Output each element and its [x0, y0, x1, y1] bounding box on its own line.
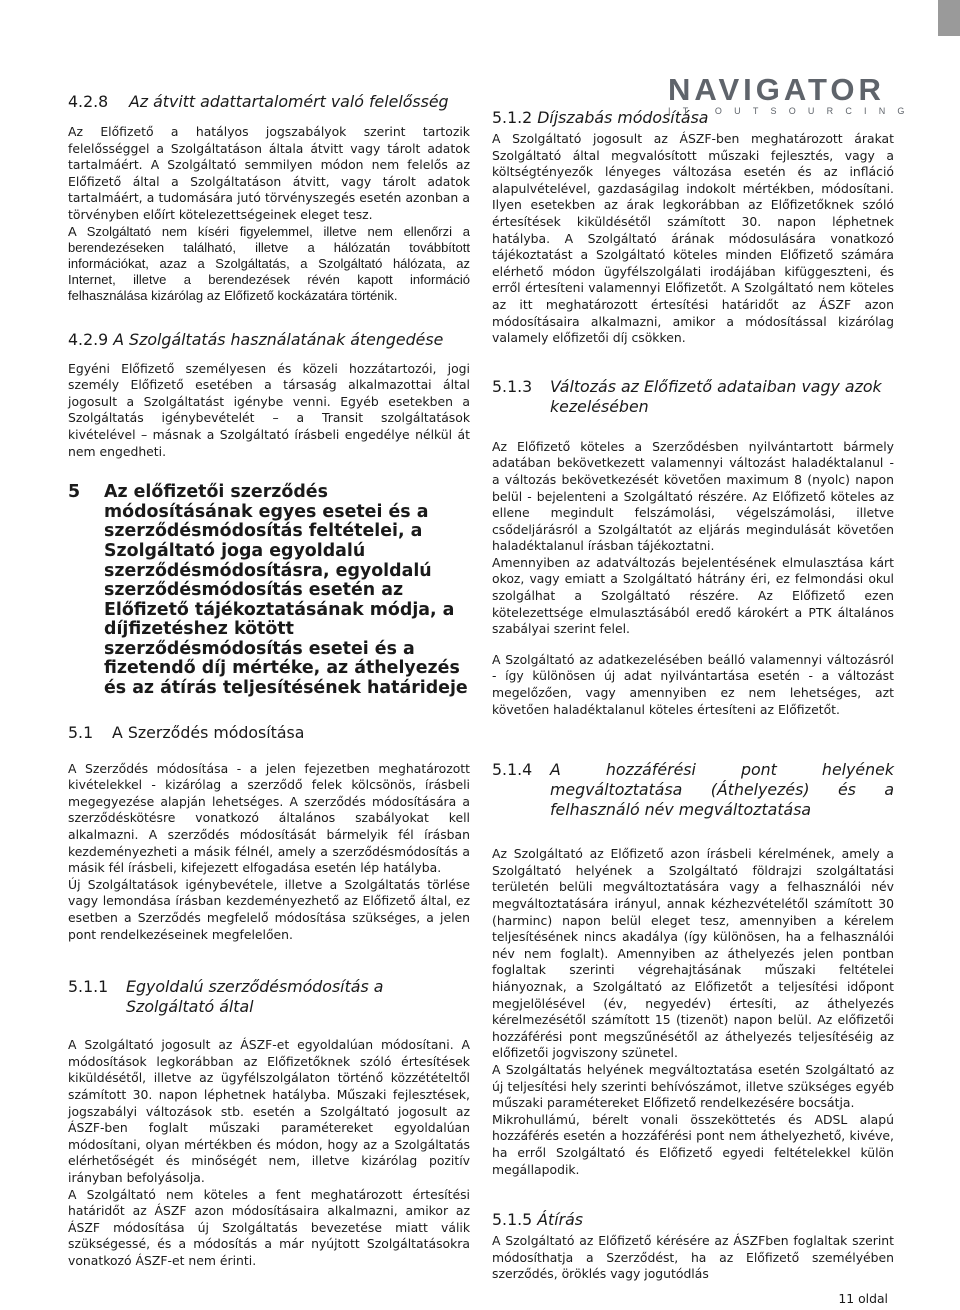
paragraph: A Szerződés módosítása - a jelen fejezetben meghatározott kivételekkel - kizárólag a szerződő felek kölcsönös, írásbeli megegyezése alapján lehetséges. A szerződés módosítására a szerződéskötésre vonatkozó általános szabályokat kell alkalmazni. A szerződés módosítását bármelyik fél írásban kezdeményezheti a másik félnél, amely a szerződésmódosítás a másik fél írásbeli, kifejezett elfogadása esetén lép hatályba. [68, 760, 470, 876]
paragraph: Új Szolgáltatások igénybevétele, illetve a Szolgáltatás törlése vagy lemondása írásban kezdeményezhető az Előfizető által, ez esetben a Szerződés megfelelő módosítása szükséges, a jelen pont rendelkezéseinek megfelelően. [68, 876, 470, 942]
section-number: 5.1.1 [68, 977, 109, 997]
section-heading-4-2-8 [68, 92, 470, 112]
section-number: 5.1.5 [492, 1210, 533, 1230]
section-title: Változás az Előfizető adataiban vagy azok kezelésében [550, 376, 882, 416]
paragraph: A Szolgáltató jogosult az ÁSZF-et egyoldalúan módosítani. A módosítások legkorábban az Előfizetőknek szóló értesítések kiküldésétől, illetve az ügyfélszolgálaton történő közzétételtől számított 30. napon léphetnek hatályba. Műszaki fejlesztések, jogszabályi változások stb. esetén a Szolgáltató jogosult az ÁSZF-ben foglalt műszaki paramétereket egyoldalúan módosítani, olyan mértékben és módon, hogy az a Szolgáltatás elérhetőségét és minőségét nem, illetve kizárólag pozitív irányban befolyásolja. [68, 1037, 470, 1185]
paragraph: Az Szolgáltató az Előfizető azon írásbeli kérelmének, amely a Szolgáltató helyének a Szolgáltató földrajzi szolgáltatási területén belüli megváltoztatására vagy a felhasználói név megváltoztatására irányul, annak kézhezvételétől számított 30 (harminc) napon belül eleget tesz, amennyiben a kérelem teljesítésének nincs akadálya (így különösen, ha a felhasználói név nem foglalt). Amennyiben az áthelyezés jelen pontban foglaltak szerinti végrehajtásának műszaki feltételei hiányoznak, a Szolgáltató az Előfizetőt a teljesítési időpont megjelölésével (év, negyedév) értesíti, az áthelyezés kérelmezésétől számított 15 (tizenöt) napon belül. Az előfizetői hozzáférési pont megszűnésétől az áthelyezés teljesítéséig az előfizetői jogviszony szünetel. [492, 846, 894, 1061]
paragraph: A Szolgáltató nem kíséri figyelemmel, illetve nem ellenőrzi a berendezéseken található, illetve a hálózatán továbbított információkat, azaz a Szolgáltatás, a Szolgáltató hálózata, az Internet, illetve a berendezések révén kapott információ felhasználása kizárólag az Előfizető kockázatára történik. [68, 223, 470, 304]
logo-tagline: IT OUTSOURCING [668, 106, 917, 116]
section-heading-5-1-2 [492, 106, 917, 128]
section-heading-4-2-9 [68, 330, 470, 350]
section-heading-5-1-4 [492, 760, 894, 820]
section-heading-5-1 [68, 723, 470, 743]
logo-name: NAVIGATOR [668, 72, 885, 107]
paragraph: Az Előfizető köteles a Szerződésben nyilvántartott bármely adatában bekövetkezett valamennyi változást haladéktalanul - a változás bekövetkezését követően maximum 8 (nyolc) napon belül - bejelenteni a Szolgáltató részére. Az Előfizető köteles az ellene megindult felszámolási, végelszámolási, illetve csődeljárásról a Szolgáltatót az eljárás megindulását követően haladéktalanul írásban tájékoztatni. [492, 438, 894, 554]
section-heading-5-1-5 [492, 1210, 894, 1230]
section-title: Díjszabás módosítása [537, 108, 709, 127]
section-title: Egyoldalú szerződésmódosítás a Szolgáltató által [126, 977, 384, 1017]
section-number: 5.1 [68, 722, 94, 742]
corner-marker [938, 0, 960, 36]
paragraph: A Szolgáltató az Előfizető kérésére az ÁSZFben foglaltak szerint módosíthatja a Szerződést, ha az Előfizető személyében szerződés, öröklés vagy jogutódlás [492, 1233, 894, 1282]
left-column [68, 92, 470, 1270]
paragraph: Amennyiben az adatváltozás bejelentésének elmulasztása kárt okoz, vagy emiatt a Szolgáltató hátrány éri, ez felmondási okul szolgálhat a Szolgáltató részére. Az Előfizető ezen kötelezettsége elmulasztásából eredő károkért a PTK általános szabályai szerint felel. [492, 554, 894, 637]
chapter-number: 5 [68, 482, 81, 503]
section-title: A Szolgáltatás használatának átengedése [113, 329, 444, 349]
section-title: Az átvitt adattartalomért való felelősség [129, 92, 449, 111]
paragraph: Egyéni Előfizető személyesen és közeli hozzátartozói, jogi személy Előfizető esetében a társaság alkalmazottai által jogosult a Szolgáltatást igénybe venni. Egyéb esetekben a Szolgáltatás igénybevételét – a Transit szolgáltatások kivételével – másnak a Szolgáltató írásbeli engedélye nélkül át nem engedheti. [68, 360, 470, 459]
section-number: 4.2.8 [68, 92, 109, 111]
paragraph: A Szolgáltatás helyének megváltoztatása esetén Szolgáltató az új teljesítési hely szerinti behívószámot, illetve szükséges egyéb műszaki paramétereket Előfizető rendelkezésére bocsátja. [492, 1061, 894, 1111]
section-number: 5.1.3 [492, 376, 533, 396]
paragraph: Az Előfizető a hatályos jogszabályok szerint tartozik felelősséggel a Szolgáltatáson általa átvitt vagy tárolt adatok tartalmáért. A Szolgáltató semmilyen módon nem felelős az Előfizető által a Szolgáltatáson átvitt, vagy tárolt adatok tartalmáért, a tudomására jutó törvényszegés esetén azonban a törvényben előírt kötelezettségeinek eleget tesz. [68, 124, 470, 222]
right-column [492, 106, 917, 1283]
paragraph: A Szolgáltató az adatkezelésében beálló valamennyi változásról - így különösen új adat nyilvántartása esetén - a változást megelőzően, vagy amennyiben ez nem lehetséges, azt követően haladéktalanul köteles értesíteni az Előfizetőt. [492, 651, 894, 717]
section-heading-5-1-3 [492, 377, 894, 417]
chapter-heading-5 [68, 483, 470, 699]
section-heading-5-1-1 [68, 977, 470, 1017]
section-title: A hozzáférési pont helyének megváltoztatása (Áthelyezés) és a felhasználó név megváltoztatása [550, 760, 894, 820]
section-number: 4.2.9 [68, 329, 109, 349]
paragraph: A Szolgáltató jogosult az ÁSZF-ben meghatározott árakat Szolgáltató által megvalósított műszaki fejlesztés, vagy a költségtényezők lényeges változása esetén és az infláció alapulvételével, gazdaságilag indokolt mértékben, módosítani. Ilyen esetekben az árak legkorábban az Előfizetőknek szóló értesítések kiküldésétől számított 30. napon léphetnek hatályba. A Szolgáltató árának módosulására vonatkozó tájékoztatást a Szolgáltató köteles minden Előfizető számára elérhető módon ügyfélszolgálati irodájában kifüggeszteni, és erről értesíteni valamennyi Előfizetőt. A Szolgáltató nem köteles az itt meghatározott értesítési határidőt az ÁSZF azon módosításaira alkalmazni, amikor a módosítással kizárólag valamely előfizetői díj csökken. [492, 131, 894, 346]
section-title: Átírás [537, 1210, 584, 1230]
paragraph: A Szolgáltató nem köteles a fent meghatározott értesítési határidőt az ÁSZF azon módosításaira alkalmazni, amikor az ÁSZF módosítása új Szolgáltatás bevezetése miatt válik szükségessé, és a módosítás a már nyújtott Szolgáltatásokra vonatkozó ÁSZF-et nem érinti. [68, 1186, 470, 1268]
paragraph: Mikrohullámú, bérelt vonali összeköttetés és ADSL alapú hozzáférés esetén a hozzáférési pont nem áthelyezhető, kivéve, ha erről Szolgáltató és Előfizető egyedi feltételekkel külön megállapodik. [492, 1111, 894, 1177]
section-number: 5.1.2 [492, 108, 533, 127]
section-number: 5.1.4 [492, 760, 533, 780]
chapter-title: Az előfizetői szerződés módosításának egyes esetei és a szerződésmódosítás feltételei, a Szolgáltató joga egyoldalú szerződésmódosításra, egyoldalú szerződésmódosítás esetén az Előfizető tájékoztatásának módja, a díjfizetéshez kötött szerződésmódosítás esetei és a fizetendő díj mértéke, az áthelyezés és az átírás teljesítésének határideje [104, 482, 468, 699]
section-title: A Szerződés módosítása [112, 722, 305, 742]
page-number: 11 oldal [838, 1291, 888, 1306]
